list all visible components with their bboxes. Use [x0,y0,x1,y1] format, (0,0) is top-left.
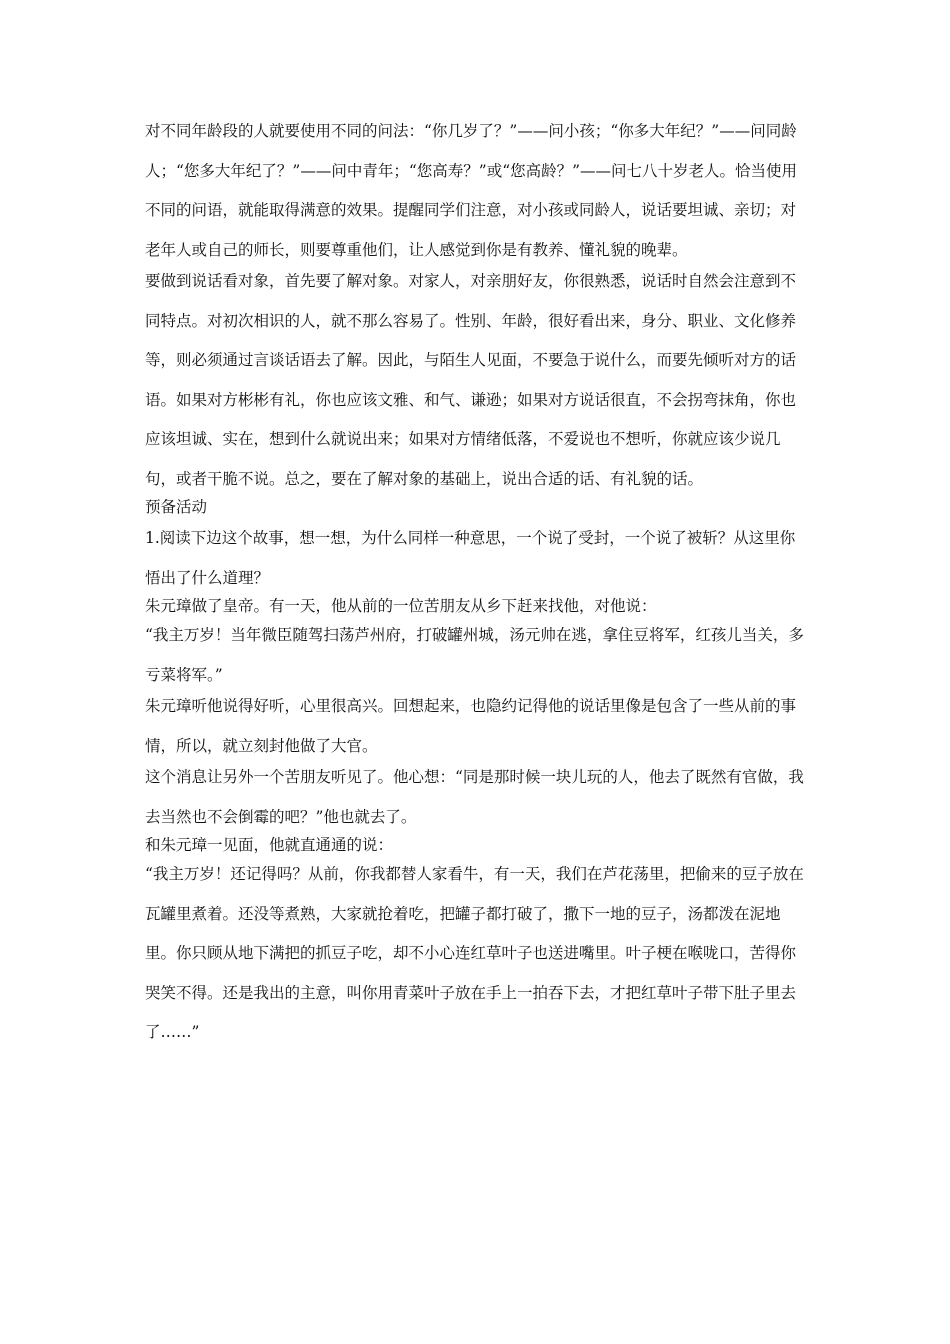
story-paragraph: 和朱元璋一见面，他就直通通的说： [145,836,394,854]
story-quote: “我主万岁！当年微臣随驾扫荡芦州府，打破罐州城，汤元帅在逃，拿住豆将军，红孩儿当关，多亏菜将军。” [145,626,804,684]
paragraph-age-questions: 对不同年龄段的人就要使用不同的问法：“你几岁了？”——问小孩；“你多大年纪？”——问同龄人；“您多大年纪了？”——问中青年；“您高寿？”或“您高龄？”——问七八十岁老人。恰当使用不同的问语，就能取得满意的效果。提醒同学们注意，对小孩或同龄人，说话要坦诚、亲切；对老年人或自己的师长，则要尊重他们，让人感觉到你是有教养、懂礼貌的晚辈。 [145,122,798,259]
section-heading-preparation: 预备活动 [145,498,208,516]
paragraph-know-audience: 要做到说话看对象，首先要了解对象。对家人，对亲朋好友，你很熟悉，说话时自然会注意到不同特点。对初次相识的人，就不那么容易了。性别、年龄，很好看出来，身分、职业、文化修养等，则必须通过言谈话语去了解。因此，与陌生人见面，不要急于说什么，而要先倾听对方的话语。如果对方彬彬有礼，你也应该文雅、和气、谦逊；如果对方说话很直，不会拐弯抹角，你也应该坦诚、实在，想到什么就说出来；如果对方情绪低落，不爱说也不想听，你就应该少说几句，或者干脆不说。总之，要在了解对象的基础上，说出合适的话、有礼貌的话。 [145,272,797,488]
story-quote: “我主万岁！还记得吗？从前，你我都替人家看牛，有一天，我们在芦花荡里，把偷来的豆子放在瓦罐里煮着。还没等煮熟，大家就抢着吃，把罐子都打破了，撒下一地的豆子，汤都泼在泥地里。你只顾从地下满把的抓豆子吃，却不小心连红草叶子也送进嘴里。叶子梗在喉咙口，苦得你哭笑不得。还是我出的主意，叫你用青菜叶子放在手上一拍吞下去，才把红草叶子带下肚子里去了……” [145,865,804,1041]
exercise-question: 1.阅读下边这个故事，想一想，为什么同样一种意思，一个说了受封，一个说了被斩？从这里你悟出了什么道理？ [145,529,796,587]
story-paragraph: 朱元璋听他说得好听，心里很高兴。回想起来，也隐约记得他的说话里像是包含了一些从前的事情，所以，就立刻封他做了大官。 [145,697,797,755]
story-paragraph: 朱元璋做了皇帝。有一天，他从前的一位苦朋友从乡下赶来找他，对他说： [145,597,657,615]
document-body [145,112,810,1053]
story-paragraph: 这个消息让另外一个苦朋友听见了。他心想：“同是那时候一块儿玩的人，他去了既然有官做，我去当然也不会倒霉的吧？”他也就去了。 [145,768,804,826]
